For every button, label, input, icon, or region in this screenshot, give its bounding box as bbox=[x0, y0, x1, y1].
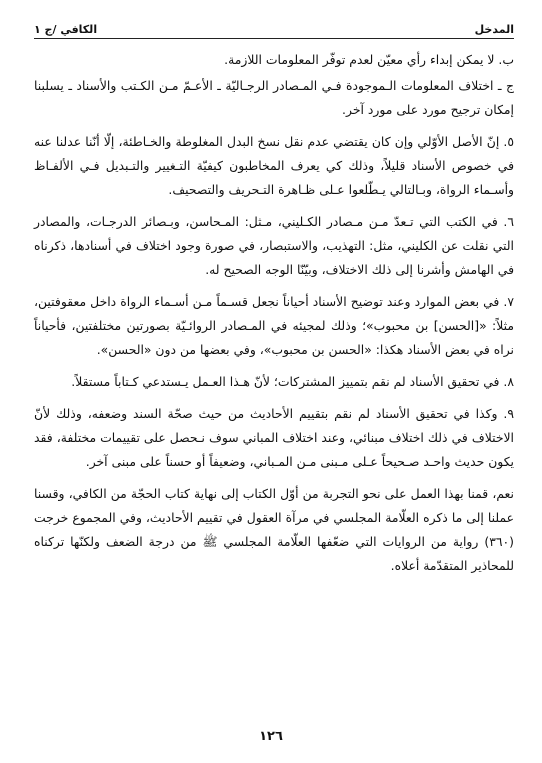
page-body bbox=[34, 48, 514, 586]
paragraph-item-7: ٧. في بعض الموارد وعند توضيح الأسناد أحياناً نجعل قسـماً مـن أسـماء الرواة داخل معقوفتين، مثلاً: «[الحسن] بن محبوب»؛ وذلك لمجيئه في المـصادر الروائـيّة بصورتين مختلفتين، فأحياناً نراه في بعض الأسناد هكذا: «الحسن بن محبوب»، وفي بعضها من دون «الحسن». bbox=[34, 294, 514, 357]
page-number: ١٢٦ bbox=[259, 729, 283, 744]
header-divider bbox=[34, 38, 514, 39]
paragraph-item-c: ج ـ اختلاف المعلومات الـموجودة فـي المـصادر الرجـاليّة ـ الأعـمّ مـن الكـتب والأسناد ـ يسلبنا إمكان ترجيح مورد على مورد آخر. bbox=[34, 78, 514, 117]
paragraph-note: نعم، قمنا بهذا العمل على نحو التجربة من أوّل الكتاب إلى نهاية كتاب الحجّة من الكافي، وقسنا عملنا إلى ما ذكره العلّامة المجلسي في مرآة العقول في تقييم الأحاديث، وفي المجموع خرجت (٣٦٠) رواية من الروايات التي ضعّفها العلّامة المجلسي ﷺ من درجة الضعف ولكنّها تركناه للمحاذير المتقدّمة أعلاه. bbox=[34, 486, 514, 573]
paragraph-item-b: ب. لا يمكن إبداء رأي معيّن لعدم توفّر المعلومات اللازمة. bbox=[224, 52, 514, 67]
paragraph-item-9: ٩. وكذا في تحقيق الأسناد لم نقم بتقييم الأحاديث من حيث صحّة السند وضعفه، وذلك لأنّ الاختلاف في ذلك اختلاف مبنائي، وعند اختلاف المباني سوف نـحصل على تقييمات مختلفة، فقد يكون حديث واحـد صـحيحاً عـلى مـبنى مـن المـباني، وضعيفاً أو حسناً على مبنى آخر. bbox=[34, 406, 514, 469]
paragraph-item-6: ٦. في الكتب التي تـعدّ مـن مـصادر الكـليني، مـثل: المـحاسن، وبـصائر الدرجـات، والمصادر التي نقلت عن الكليني، مثل: التهذيب، والاستبصار، في صورة وجود اختلاف في أسنادها، ذكرناه في الهامش وأشرنا إلى ذلك الاختلاف، وبيّنّا الوجه الصحيح له. bbox=[34, 214, 514, 277]
header-book-title: الكافي /ج ١ bbox=[34, 22, 98, 36]
page-header bbox=[34, 20, 514, 38]
header-section-title: المدخل bbox=[474, 22, 514, 36]
paragraph-item-5: ٥. إنّ الأصل الأوّلي وإن كان يقتضي عدم نقل نسخ البدل المغلوطة والخـاطئة، إلّا أنّنا عدلنا عنه في خصوص الأسناد قليلاً، وذلك كي يعرف المخاطبون كيفيّة التـغيير والتـبديل فـي الألفـاظ وأسـماء الرواة، وبـالتالي يـطّلعوا عـلى ظـاهرة التـحريف والتصحيف. bbox=[34, 134, 514, 197]
paragraph-item-8: ٨. في تحقيق الأسناد لم نقم بتمييز المشتركات؛ لأنّ هـذا العـمل يـستدعي كـتاباً مستقلاً. bbox=[71, 374, 514, 389]
